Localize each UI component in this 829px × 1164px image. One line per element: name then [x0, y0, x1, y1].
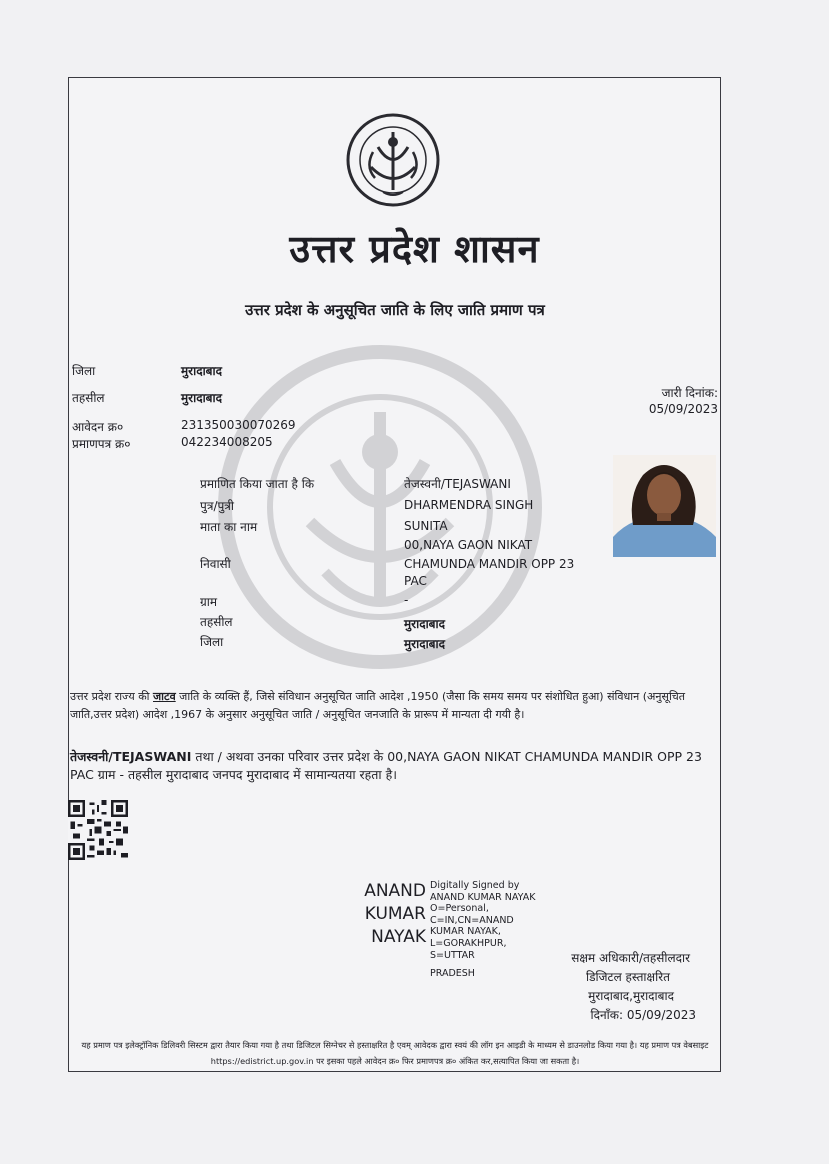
page-title: उत्तर प्रदेश शासन	[289, 226, 540, 271]
applicant-photo	[613, 455, 716, 557]
officer-title: सक्षम अधिकारी/तहसीलदार	[571, 951, 690, 965]
state-emblem	[343, 112, 443, 208]
mother-name: SUNITA	[404, 519, 448, 533]
certify-label: प्रमाणित किया जाता है कि	[200, 477, 315, 491]
residence-statement	[70, 748, 722, 784]
signer-name-line-3: NAYAK	[371, 927, 426, 947]
signer-name	[356, 880, 426, 949]
certificate-subtitle: उत्तर प्रदेश के अनुसूचित जाति के लिए जाति प्रमाण पत्र	[245, 301, 545, 319]
tehsil-value: मुरादाबाद	[181, 391, 223, 405]
person-name: तेजस्वनी/TEJASWANI	[404, 477, 511, 491]
residence-person-name: तेजस्वनी/TEJASWANI	[70, 749, 192, 764]
tehsil-label: तहसील	[72, 391, 105, 405]
application-number: 231350030070269	[181, 418, 296, 432]
district-label: जिला	[72, 364, 96, 378]
issue-date-label: जारी दिनांक:	[661, 386, 718, 400]
caste-statement	[70, 688, 722, 724]
village-label: ग्राम	[200, 595, 218, 609]
digital-signature-state: PRADESH	[430, 968, 475, 979]
resident-label: निवासी	[200, 557, 231, 571]
officer-place: मुरादाबाद,मुरादाबाद	[588, 989, 674, 1003]
qr-code	[68, 800, 128, 860]
signer-name-line-2: KUMAR	[364, 904, 426, 924]
parent-label: पुत्र/पुत्री	[200, 499, 235, 513]
digital-signature-details: Digitally Signed by ANAND KUMAR NAYAK O=Personal, C=IN,CN=ANAND KUMAR NAYAK, L=GORAKHPUR, S=UTTAR	[430, 880, 536, 961]
digitally-signed-label: डिजिटल हस्ताक्षरित	[586, 970, 670, 984]
person-tehsil-label: तहसील	[200, 615, 233, 629]
certificate-label: प्रमाणपत्र क्र०	[72, 437, 131, 451]
village-value: -	[404, 593, 409, 607]
statement-part-2: जाति के व्यक्ति हैं, जिसे संविधान अनुसूचित जाति आदेश ,1950 (जैसा कि समय समय पर संशोधित हुआ) संविधान (अनुसूचित जाति,उत्तर प्रदेश) आदेश ,1967 के अनुसार अनुसूचित जाति / अनुसूचित जनजाति के प्रारूप में मान्यता दी गयी है।	[70, 690, 686, 721]
issue-date-value: 05/09/2023	[648, 402, 718, 416]
address-line-1: 00,NAYA GAON NIKAT	[404, 538, 533, 552]
address-line-2: CHAMUNDA MANDIR OPP 23	[404, 557, 575, 571]
address-line-3: PAC	[404, 574, 427, 588]
signer-name-line-1: ANAND	[364, 881, 426, 901]
certificate-number: 042234008205	[181, 435, 273, 449]
application-label: आवेदन क्र०	[72, 420, 124, 434]
person-tehsil-value: मुरादाबाद	[404, 617, 446, 631]
person-district-label: जिला	[200, 635, 224, 649]
district-value: मुरादाबाद	[181, 364, 223, 378]
verification-footer: यह प्रमाण पत्र इलेक्ट्रॉनिक डिलिवरी सिस्टम द्वारा तैयार किया गया है तथा डिजिटल सिग्नेचर से हस्ताक्षरित है एवम् आवेदक द्वारा स्वयं की लॉग इन आइडी के माध्यम से डाउनलोड किया गया है। यह प्रमाण पत्र वेबसाइट https://edistrict.up.gov.in पर इसका पहले आवेदन क्र० फिर प्रमाणपत्र क्र० अंकित कर,सत्यापित किया जा सकता है।	[81, 1040, 709, 1066]
statement-part-1: उत्तर प्रदेश राज्य की	[70, 690, 154, 703]
officer-date: दिनाँक: 05/09/2023	[590, 1008, 696, 1022]
residence-text: तथा / अथवा उनका परिवार उत्तर प्रदेश के 00,NAYA GAON NIKAT CHAMUNDA MANDIR OPP 23 PAC ग्राम - तहसील मुरादाबाद जनपद मुरादाबाद में सामान्यतया रहता है।	[70, 749, 702, 782]
parent-name: DHARMENDRA SINGH	[404, 498, 534, 512]
caste-name: जाटव	[153, 690, 176, 703]
person-district-value: मुरादाबाद	[404, 637, 446, 651]
mother-label: माता का नाम	[200, 520, 258, 534]
